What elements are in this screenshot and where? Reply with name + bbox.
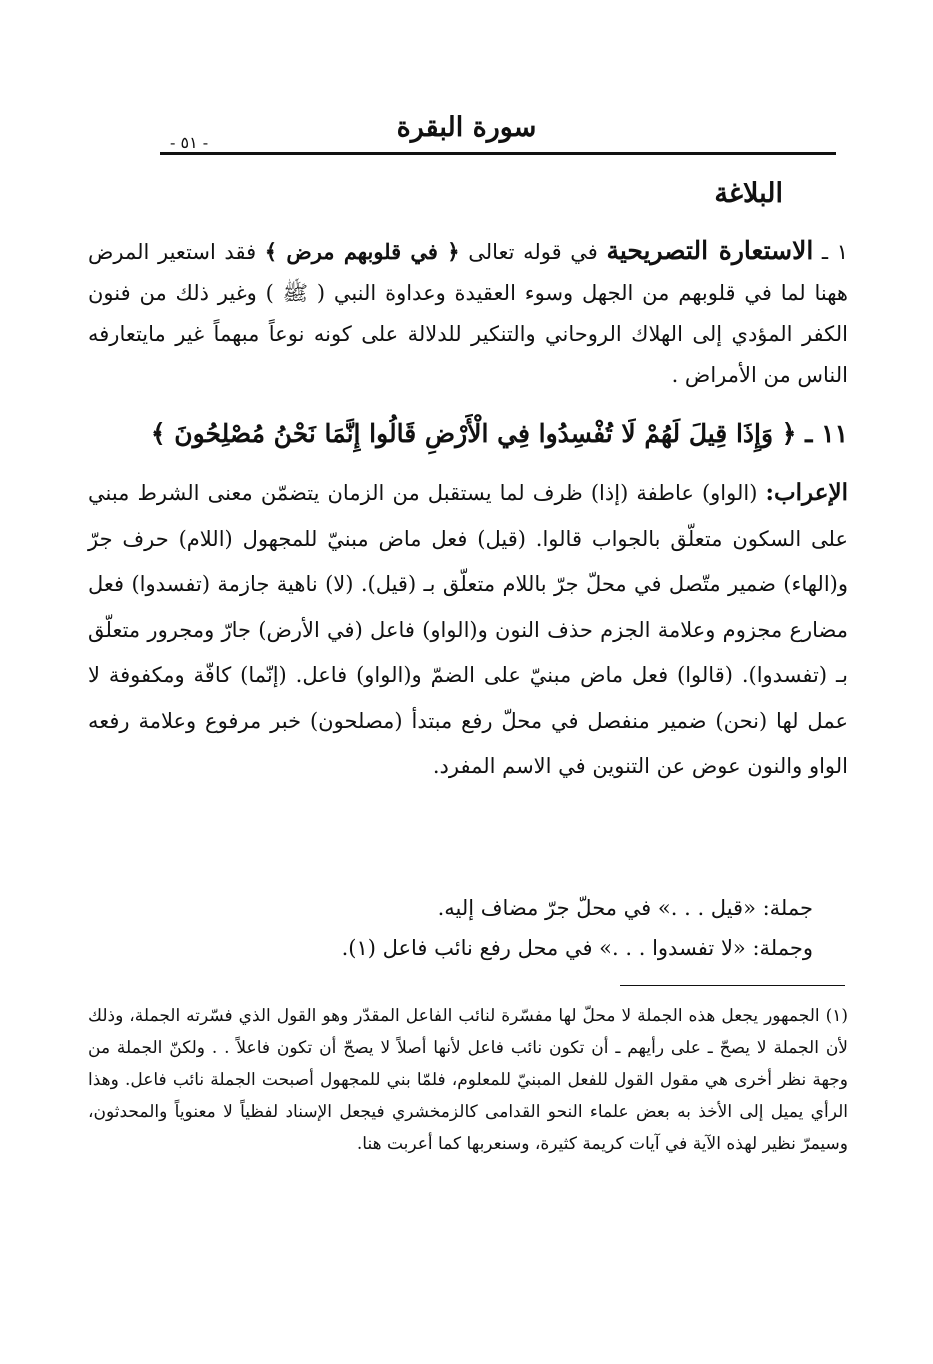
irab-body: (الواو) عاطفة (إذا) ظرف لما يستقبل من الزمان يتضمّن معنى الشرط مبني على السكون متعلّق بالجواب قالوا. (قيل) فعل ماض مبنيّ للمجهول (اللام) حرف جرّ و(الهاء) ضمير متّصل في محلّ جرّ باللام متعلّق بـ (قيل). (لا) ناهية جازمة (تفسدوا) فعل مضارع مجزوم وعلامة الجزم حذف النون و(الواو) فاعل (في الأرض) جارّ ومجرور متعلّق بـ (تفسدوا). (قالوا) فعل ماض مبنيّ على الضمّ و(الواو) فاعل. (إنّما) كافّة ومكفوفة لا عمل لها (نحن) ضمير منفصل في محلّ رفع مبتدأ (مصلحون) خبر مرفوع وعلامة رفعه الواو والنون عوض عن التنوين في الاسم المفرد. (88, 481, 848, 778)
irab-paragraph (88, 470, 848, 790)
balagha-paragraph (88, 230, 848, 396)
quran-verse: ١١ ـ ﴿ وَإِذَا قِيلَ لَهُمْ لَا تُفْسِدُوا فِي الْأَرْضِ قَالُوا إِنَّمَا نَحْنُ مُصْلِحُونَ ﴾ (150, 419, 848, 448)
balagha-term: الاستعارة التصريحية (606, 236, 814, 265)
page-title: سورة البقرة (396, 112, 537, 143)
sentence-analysis (113, 888, 813, 968)
page-number: - ٥١ - (170, 133, 209, 152)
balagha-item-number: ١ ـ (821, 240, 848, 264)
sentence-line-2: وجملة: «لا تفسدوا . . .» في محل رفع نائب فاعل (١). (341, 936, 813, 960)
section-heading-balagha: البلاغة (714, 178, 783, 209)
sentence-line-1: جملة: «قيل . . .» في محلّ جرّ مضاف إليه. (437, 896, 813, 920)
balagha-quote: ﴿ في قلوبهم مرض ﴾ (264, 239, 460, 264)
balagha-body: فقد استعير المرض ههنا لما في قلوبهم من الجهل وسوء العقيدة وعداوة النبي ( ﷺ ) وغير ذلك من فنون الكفر المؤدي إلى الهلاك الروحاني والتنكير للدلالة على كونه نوعاً مبهماً غير مايتعارفه الناس من الأمراض . (88, 240, 848, 387)
balagha-intro: في قوله تعالى (468, 240, 598, 264)
irab-label: الإعراب: (765, 479, 848, 506)
header-divider (160, 152, 836, 155)
footnote-divider (620, 985, 845, 986)
footnote: (١) الجمهور يجعل هذه الجملة لا محلّ لها مفسّرة لنائب الفاعل المقدّر وهو القول الذي فسّرته الجملة، وذلك لأن الجملة لا يصحّ ـ على رأيهم ـ أن تكون نائب فاعل لأنها أصلاً لا يصحّ أن تكون فاعلاً . . ولكنّ الجملة من وجهة نظر أخرى هي مقول القول للفعل المبنيّ للمعلوم، فلمّا بني للمجهول أصبحت الجملة نائب فاعل. وهذا الرأي يميل إلى الأخذ به بعض علماء النحو القدامى كالزمخشري فيجعل الإسناد لفظياً لا معنوياً والمحدثون، وسيمرّ نظير لهذه الآية في آيات كريمة كثيرة، وسنعربها كما أعربت هنا. (88, 1006, 848, 1154)
